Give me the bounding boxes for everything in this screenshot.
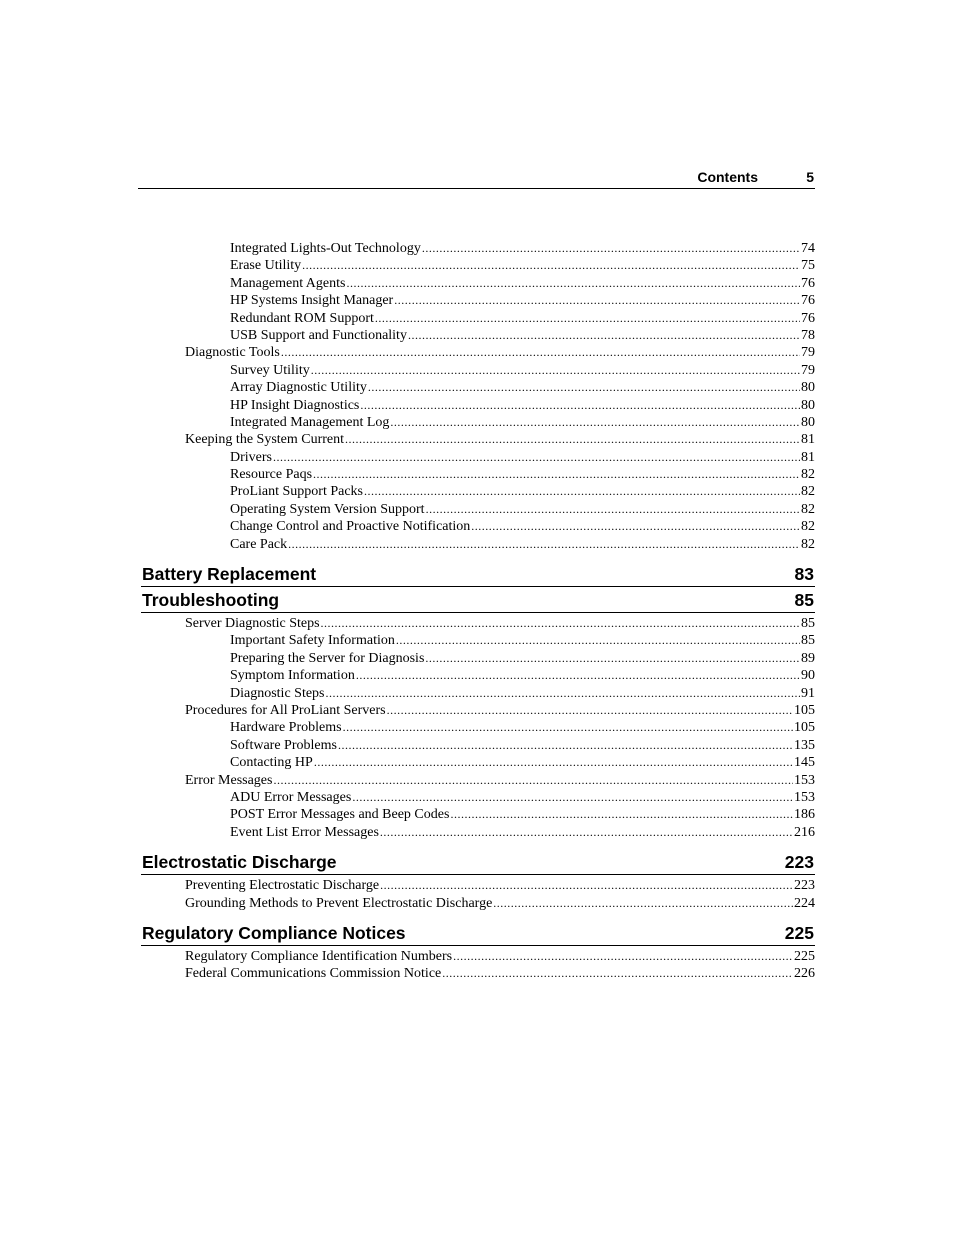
toc-entry[interactable] xyxy=(141,431,815,448)
toc-entry-page-number: 82 xyxy=(801,519,815,535)
toc-entry-page-number: 81 xyxy=(801,449,815,465)
toc-entry-title: HP Systems Insight Manager xyxy=(230,293,394,309)
dot-leader xyxy=(356,667,800,684)
dot-leader xyxy=(442,965,793,982)
toc-entry-title: Preparing the Server for Diagnosis xyxy=(230,650,425,666)
toc-entry[interactable] xyxy=(141,667,815,684)
toc-entry-title: Event List Error Messages xyxy=(230,824,379,840)
dot-leader xyxy=(368,379,800,396)
dot-leader xyxy=(326,685,801,702)
dot-leader xyxy=(352,789,793,806)
running-header xyxy=(138,166,815,189)
toc-entry-page-number: 216 xyxy=(794,824,815,840)
toc-entry[interactable] xyxy=(141,397,815,414)
toc-entry[interactable] xyxy=(141,362,815,379)
dot-leader xyxy=(453,948,793,965)
toc-entry-title: Server Diagnostic Steps xyxy=(185,616,320,632)
toc-entry-page-number: 79 xyxy=(801,345,815,361)
dot-leader xyxy=(313,466,800,483)
toc-entry-page-number: 153 xyxy=(794,772,815,788)
toc-entry-title: Change Control and Proactive Notification xyxy=(230,519,471,535)
toc-entry[interactable] xyxy=(141,466,815,483)
toc-entry-page-number: 186 xyxy=(794,807,815,823)
toc-entry[interactable] xyxy=(141,257,815,274)
toc-entry-page-number: 76 xyxy=(801,275,815,291)
toc-entry[interactable] xyxy=(141,615,815,632)
toc-entry[interactable] xyxy=(141,275,815,292)
toc-entry-title: Diagnostic Tools xyxy=(185,345,280,361)
dot-leader xyxy=(450,806,793,823)
toc-entry-title: Preventing Electrostatic Discharge xyxy=(185,878,380,894)
toc-entry[interactable] xyxy=(141,240,815,257)
toc-entry-page-number: 76 xyxy=(801,293,815,309)
toc-entry-title: Important Safety Information xyxy=(230,633,395,649)
toc-entry[interactable] xyxy=(141,772,815,789)
toc-entry-title: Symptom Information xyxy=(230,668,355,684)
toc-entry-title: Operating System Version Support xyxy=(230,501,425,517)
toc-entry[interactable] xyxy=(141,327,815,344)
toc-entry[interactable] xyxy=(141,650,815,667)
toc-entry[interactable] xyxy=(141,483,815,500)
toc-entry[interactable] xyxy=(141,685,815,702)
toc-chapter-heading[interactable] xyxy=(141,851,815,875)
toc-entry[interactable] xyxy=(141,536,815,553)
toc-entry-title: USB Support and Functionality xyxy=(230,327,407,343)
toc-entry-title: POST Error Messages and Beep Codes xyxy=(230,807,450,823)
dot-leader xyxy=(281,344,800,361)
toc-entry[interactable] xyxy=(141,379,815,396)
dot-leader xyxy=(408,327,800,344)
dot-leader xyxy=(493,895,793,912)
toc-entry-page-number: 80 xyxy=(801,414,815,430)
dot-leader xyxy=(471,518,800,535)
dot-leader xyxy=(387,702,793,719)
toc-entry[interactable] xyxy=(141,501,815,518)
dot-leader xyxy=(346,275,800,292)
dot-leader xyxy=(273,449,800,466)
toc-entry-page-number: 105 xyxy=(794,702,815,718)
toc-entry[interactable] xyxy=(141,895,815,912)
dot-leader xyxy=(380,824,793,841)
toc-chapter-title: Electrostatic Discharge xyxy=(142,852,337,873)
toc-entry-title: Integrated Lights-Out Technology xyxy=(230,241,421,256)
toc-entry-title: Drivers xyxy=(230,449,272,465)
toc-entry[interactable] xyxy=(141,824,815,841)
toc-entry[interactable] xyxy=(141,754,815,771)
toc-entry-page-number: 79 xyxy=(801,362,815,378)
toc-entry-title: HP Insight Diagnostics xyxy=(230,397,360,413)
table-of-contents xyxy=(141,240,815,983)
toc-entry-title: ProLiant Support Packs xyxy=(230,484,363,500)
dot-leader xyxy=(426,501,800,518)
toc-entry-title: Survey Utility xyxy=(230,362,310,378)
toc-entry-title: ADU Error Messages xyxy=(230,789,352,805)
running-header-page-number: 5 xyxy=(806,169,814,185)
toc-entry-page-number: 225 xyxy=(794,948,815,964)
dot-leader xyxy=(343,719,793,736)
toc-entry-title: Care Pack xyxy=(230,536,288,552)
toc-chapter-page-number: 85 xyxy=(794,590,814,611)
toc-entry-title: Resource Paqs xyxy=(230,467,313,483)
toc-entry-title: Regulatory Compliance Identification Numbers xyxy=(185,948,453,964)
toc-entry[interactable] xyxy=(141,518,815,535)
toc-entry[interactable] xyxy=(141,344,815,361)
toc-entry[interactable] xyxy=(141,948,815,965)
toc-entry-title: Integrated Management Log xyxy=(230,414,390,430)
running-header-title: Contents xyxy=(697,169,758,185)
toc-chapter-title: Regulatory Compliance Notices xyxy=(142,922,406,943)
toc-entry-page-number: 153 xyxy=(794,789,815,805)
toc-entry-page-number: 75 xyxy=(801,258,815,274)
dot-leader xyxy=(396,632,800,649)
dot-leader xyxy=(375,310,800,327)
toc-entry[interactable] xyxy=(141,702,815,719)
dot-leader xyxy=(338,737,793,754)
toc-entry[interactable] xyxy=(141,965,815,982)
dot-leader xyxy=(380,877,793,894)
toc-entry[interactable] xyxy=(141,806,815,823)
toc-entry-title: Array Diagnostic Utility xyxy=(230,380,367,396)
toc-chapter-page-number: 83 xyxy=(794,564,814,585)
toc-entry-page-number: 85 xyxy=(801,616,815,632)
toc-entry-title: Grounding Methods to Prevent Electrostatic Discharge xyxy=(185,895,493,911)
toc-entry[interactable] xyxy=(141,449,815,466)
dot-leader xyxy=(345,431,800,448)
toc-entry-title: Error Messages xyxy=(185,772,273,788)
toc-entry[interactable] xyxy=(141,632,815,649)
toc-entry-title: Federal Communications Commission Notice xyxy=(185,966,442,982)
toc-chapter-page-number: 223 xyxy=(784,852,814,873)
toc-entry-title: Contacting HP xyxy=(230,755,313,771)
toc-entry-page-number: 78 xyxy=(801,327,815,343)
toc-entry-page-number: 74 xyxy=(801,241,815,256)
toc-entry[interactable] xyxy=(141,737,815,754)
toc-chapter-heading[interactable] xyxy=(141,922,815,946)
toc-entry-page-number: 76 xyxy=(801,310,815,326)
toc-entry-title: Diagnostic Steps xyxy=(230,685,325,701)
toc-chapter-heading[interactable] xyxy=(141,589,815,613)
toc-entry-title: Erase Utility xyxy=(230,258,302,274)
toc-entry-page-number: 91 xyxy=(801,685,815,701)
toc-entry-title: Procedures for All ProLiant Servers xyxy=(185,702,386,718)
toc-entry-page-number: 135 xyxy=(794,737,815,753)
toc-entry[interactable] xyxy=(141,877,815,894)
toc-entry[interactable] xyxy=(141,719,815,736)
dot-leader xyxy=(425,650,800,667)
toc-entry-page-number: 89 xyxy=(801,650,815,666)
toc-entry[interactable] xyxy=(141,292,815,309)
dot-leader xyxy=(288,536,800,553)
toc-entry-page-number: 226 xyxy=(794,966,815,982)
toc-entry-page-number: 82 xyxy=(801,536,815,552)
toc-entry-page-number: 224 xyxy=(794,895,815,911)
dot-leader xyxy=(360,397,800,414)
toc-chapter-title: Troubleshooting xyxy=(142,590,280,611)
toc-chapter-heading[interactable] xyxy=(141,563,815,587)
toc-entry-page-number: 80 xyxy=(801,380,815,396)
toc-entry-page-number: 90 xyxy=(801,668,815,684)
dot-leader xyxy=(321,615,800,632)
toc-entry-title: Management Agents xyxy=(230,275,346,291)
toc-entry[interactable] xyxy=(141,789,815,806)
toc-entry-title: Hardware Problems xyxy=(230,720,342,736)
toc-entry-page-number: 82 xyxy=(801,501,815,517)
toc-entry[interactable] xyxy=(141,310,815,327)
toc-entry-title: Software Problems xyxy=(230,737,337,753)
dot-leader xyxy=(390,414,800,431)
dot-leader xyxy=(314,754,793,771)
toc-entry-page-number: 82 xyxy=(801,467,815,483)
toc-chapter-title: Battery Replacement xyxy=(142,564,317,585)
toc-entry-page-number: 80 xyxy=(801,397,815,413)
toc-entry-page-number: 82 xyxy=(801,484,815,500)
toc-entry-title: Redundant ROM Support xyxy=(230,310,374,326)
toc-entry-title: Keeping the System Current xyxy=(185,432,345,448)
toc-entry-page-number: 81 xyxy=(801,432,815,448)
dot-leader xyxy=(273,772,793,789)
toc-entry-page-number: 223 xyxy=(794,878,815,894)
dot-leader xyxy=(311,362,800,379)
toc-entry-page-number: 85 xyxy=(801,633,815,649)
toc-entry[interactable] xyxy=(141,414,815,431)
dot-leader xyxy=(422,240,800,257)
dot-leader xyxy=(364,483,800,500)
dot-leader xyxy=(394,292,800,309)
toc-chapter-page-number: 225 xyxy=(784,922,814,943)
toc-entry-page-number: 105 xyxy=(794,720,815,736)
dot-leader xyxy=(302,257,800,274)
toc-entry-page-number: 145 xyxy=(794,755,815,771)
